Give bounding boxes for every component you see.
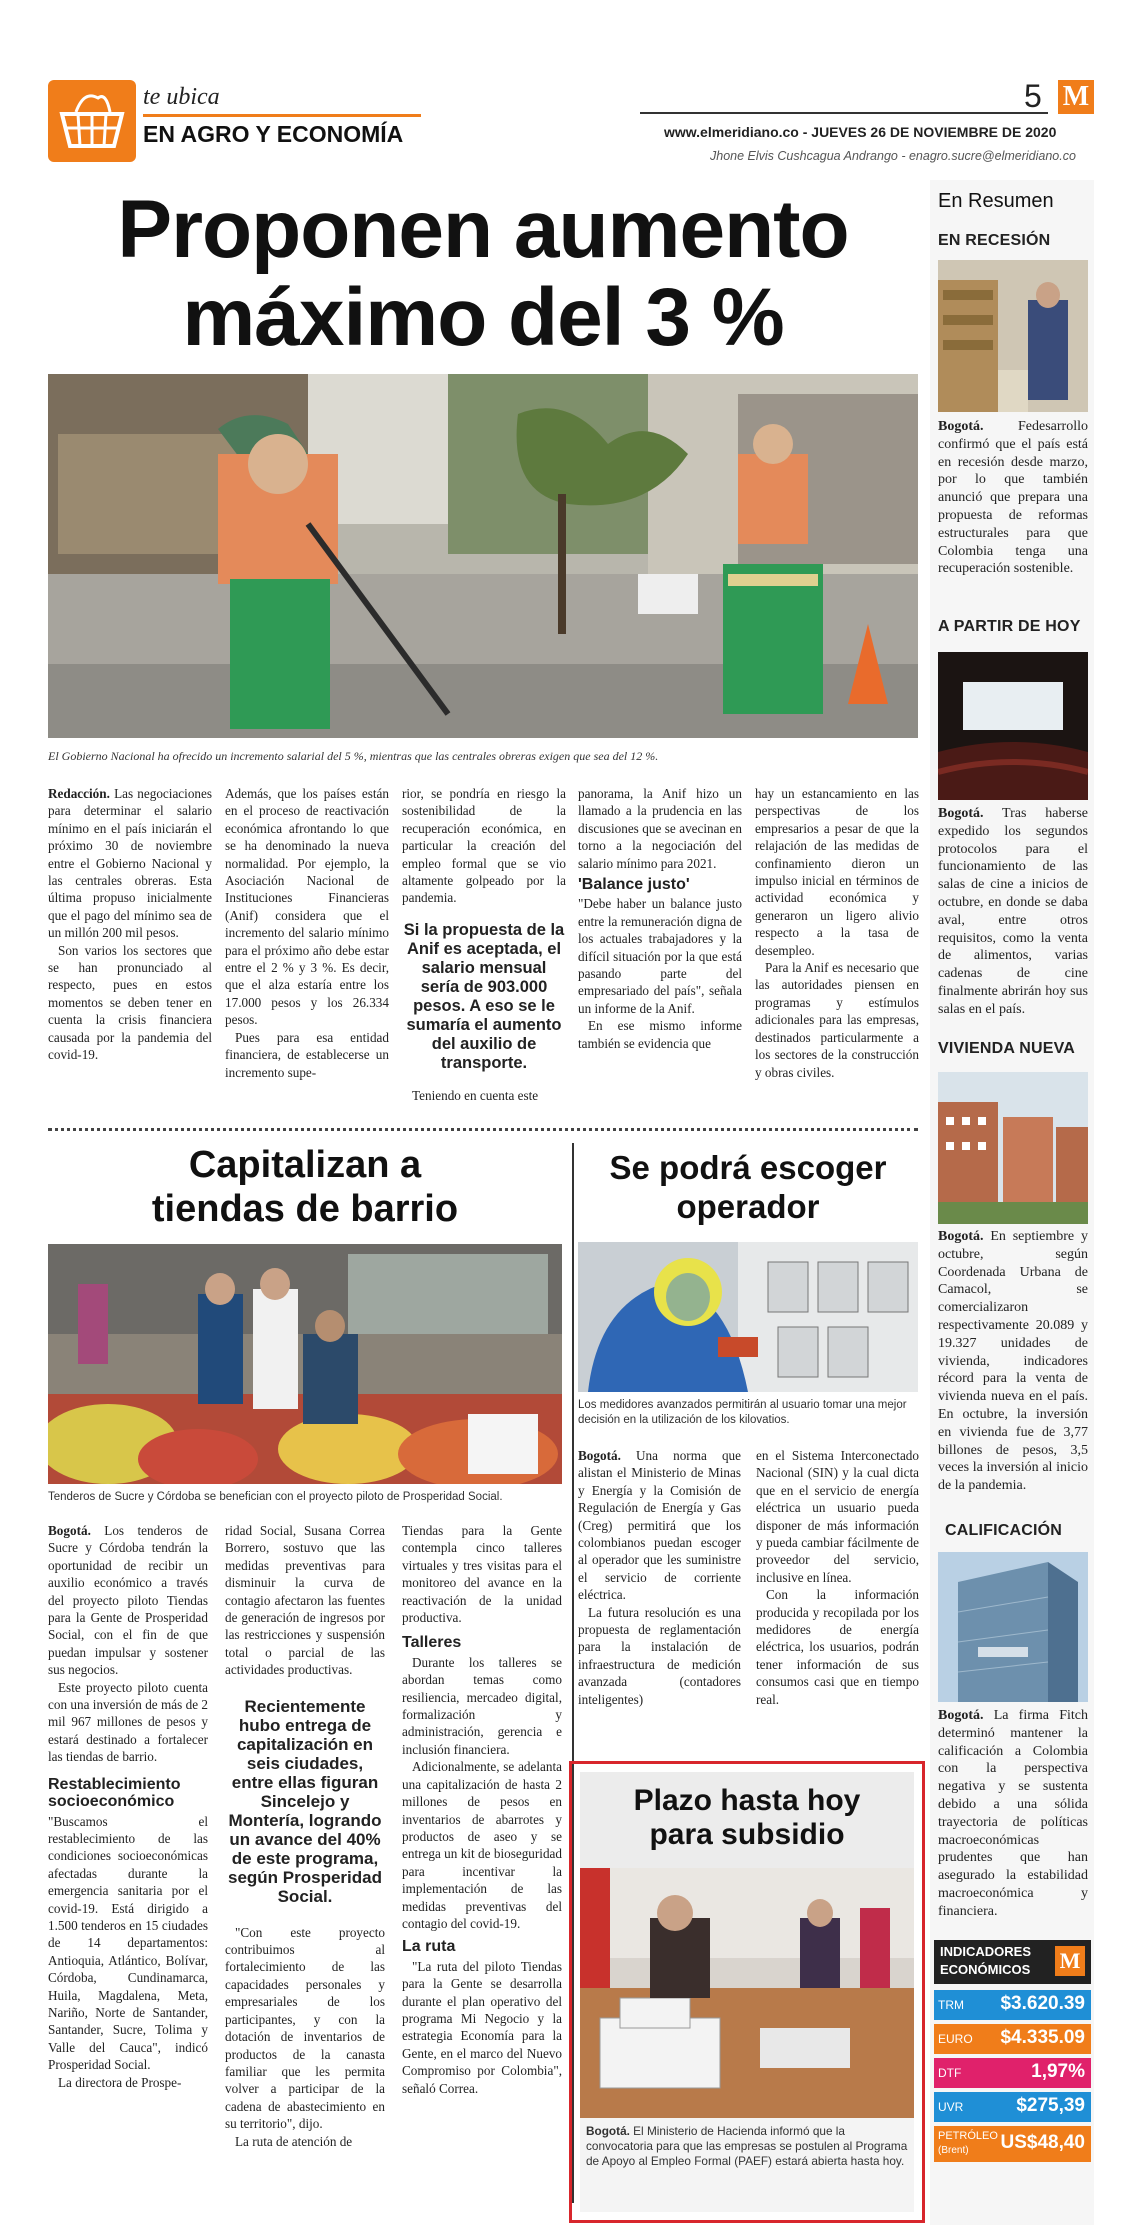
tiendas-subhead-2: Talleres xyxy=(402,1634,462,1652)
indicator-euro xyxy=(934,2024,1091,2054)
tiendas-col-3 xyxy=(402,1522,562,2097)
tiendas-col1-p4: La directora de Prospe- xyxy=(58,2074,182,2090)
resumen-lead-1: Bogotá. xyxy=(938,419,984,434)
indicator-petroleo xyxy=(934,2126,1091,2162)
main-pull-quote: Si la propuesta de la Anif es aceptada, el salario mensual sería de 903.000 pesos. A eso se le sumaría el aumento del auxilio de transporte. xyxy=(403,920,565,1072)
tiendas-col2-p3: La ruta de atención de xyxy=(235,2133,353,2149)
operador-col1-p1: Una norma que alistan el Ministerio de Minas y Energía y la Comisión de Regulación de Energía y Gas (Creg) permitirá que los colombianos puedan escoger al operador que les suministre el servicio de corriente eléctrica. xyxy=(578,1448,741,1603)
tiendas-col2-p1: ridad Social, Susana Correa Borrero, sostuvo que las medidas preventivas para disminuir la curva de contagio afectaron las fuentes de generación de ingresos por las restricciones y suspensión total o parcial de las actividades productivas. xyxy=(225,1523,385,1678)
indicadores-title-2: ECONÓMICOS xyxy=(940,1962,1031,1977)
plazo-headline xyxy=(580,1784,914,1852)
logo-m: M xyxy=(1058,80,1094,114)
dateline: www.elmeridiano.co - JUEVES 26 DE NOVIEMBRE DE 2020 xyxy=(664,124,1057,140)
main-photo xyxy=(48,374,918,738)
indicadores-title-1: INDICADORES xyxy=(940,1944,1032,1959)
operador-headline-line1: Se podrá escoger xyxy=(609,1149,887,1186)
plazo-box xyxy=(569,1761,925,2223)
tiendas-col1-p1: Los tenderos de Sucre y Córdoba tendrán la oportunidad de recibir un auxilio económico a través del proyecto piloto Tiendas para la Gente de Prosperidad Social, con el fin de que puedan impulsar y sostener sus negocios. xyxy=(48,1523,208,1678)
tiendas-col3-p3: Adicionalmente, se adelanta una capitalización de hasta 2 millones de pesos en inventarios de abarrotes y productos de aseo y se entrega un kit de bioseguridad para incentivar la implementación de las medidas preventivas del contagio del covid-19. xyxy=(402,1759,562,1931)
tiendas-col-2 xyxy=(225,1522,385,2150)
resumen-photo-2 xyxy=(938,652,1088,800)
main-col5-p1: hay un estancamiento en las perspectivas de los empresarios a pesar de que la relajación de las medidas de confinamiento dieron un impulso inicial en términos de actividad económica y generaron un ligero alivio respecto a la tasa de desempleo. xyxy=(755,786,919,958)
main-col4-p2: "Debe haber un balance justo entre la remuneración digna de los actuales trabajadores y la difícil situación por la que está pasando parte del empresariado del país", señala un informe de la Anif. xyxy=(578,896,742,1016)
tiendas-col-1 xyxy=(48,1522,208,2091)
main-col-3 xyxy=(402,785,566,1104)
plazo-inner xyxy=(580,1772,914,2212)
main-headline xyxy=(48,186,918,362)
resumen-lead-2: Bogotá. xyxy=(938,806,984,821)
resumen-title-2: A PARTIR DE HOY xyxy=(938,618,1081,635)
main-col-1 xyxy=(48,785,212,1064)
main-col4-p1: panorama, la Anif hizo un llamado a la prudencia en las discusiones que se avecinan en torno a la negociación del salario mínimo para 2021. xyxy=(578,786,742,871)
resumen-lead-3: Bogotá. xyxy=(938,1229,984,1244)
plazo-caption xyxy=(586,2124,908,2169)
tiendas-subhead-3: La ruta xyxy=(402,1938,456,1956)
main-caption: El Gobierno Nacional ha ofrecido un incremento salarial del 5 %, mientras que las centrales obreras exigen que sea del 12 %. xyxy=(48,749,659,763)
resumen-title: En Resumen xyxy=(938,190,1054,212)
tiendas-caption: Tenderos de Sucre y Córdoba se benefician con el proyecto piloto de Prosperidad Social. xyxy=(48,1491,503,1503)
header-rule xyxy=(640,112,1048,114)
resumen-text-3 xyxy=(938,1228,1088,1495)
basket-icon xyxy=(48,80,136,162)
indicator-label: TRM xyxy=(938,1998,964,2012)
tiendas-col2-p2: "Con este proyecto contribuimos al fortalecimiento de las capacidades personales y empresariales de los participantes, y con la dotación de inventarios de productos de la canasta familiar que les permita volver a participar de la cadena de abastecimiento en su territorio", dijo. xyxy=(225,1924,385,2132)
resumen-text-4 xyxy=(938,1707,1088,1921)
resumen-body-1: Fedesarrollo confirmó que el país está en recesión desde marzo, por lo que también anunció que prepara una propuesta de reformas estructurales para que Colombia tenga una recuperación sostenible. xyxy=(938,419,1088,577)
resumen-body-2: Tras haberse expedido los segundos protocolos para el funcionamiento de las salas de cine a inicios de octubre, en donde se daba aval, entre otros requisitos, como la venta de alimentos, varias cadenas de cine finalmente abrirán hoy sus salas en el país. xyxy=(938,806,1088,1017)
indicator-value: US$48,40 xyxy=(1000,2132,1085,2153)
main-col5-p2: Para la Anif es necesario que las autoridades piensen en programas y estímulos adicionales para las empresas, destinados particularmente a los sectores de la construcción y obras civiles. xyxy=(755,960,919,1080)
tiendas-col3-p4: "La ruta del piloto Tiendas para la Gente se desarrolla durante el plan operativo del programa Mi Negocio y la estrategia Economía para la Gente, en el marco del Nuevo Compromiso por Colombia", señaló Correa. xyxy=(402,1958,562,2096)
main-col-2 xyxy=(225,785,389,1081)
tiendas-col1-p2: Este proyecto piloto cuenta con una inversión de más de 2 mil 967 millones de pesos y estará destinado a fortalecer las tiendas de barrio. xyxy=(48,1679,208,1765)
resumen-title-1: EN RECESIÓN xyxy=(938,232,1051,249)
indicator-value: $4.335.09 xyxy=(1000,2027,1085,2048)
operador-caption: Los medidores avanzados permitirán al usuario tomar una mejor decisión en la utilización de los kilovatios. xyxy=(578,1399,907,1426)
main-col1-lead: Redacción. xyxy=(48,786,110,801)
indicator-label: PETRÓLEO xyxy=(938,2130,998,2142)
operador-col-2 xyxy=(756,1447,919,1708)
main-col4-p3: En ese mismo informe también se evidencia que xyxy=(578,1018,742,1051)
plazo-headline-line1: Plazo hasta hoy xyxy=(633,1784,861,1817)
plazo-headline-line2: para subsidio xyxy=(649,1818,845,1851)
main-subhead: 'Balance justo' xyxy=(578,876,690,894)
tiendas-headline-line2: tiendas de barrio xyxy=(151,1188,459,1230)
indicadores-logo: M xyxy=(1055,1946,1085,1976)
indicator-dtf xyxy=(934,2058,1091,2088)
tiendas-subhead-1: Restablecimiento socioeconómico xyxy=(48,1775,181,1811)
indicator-sublabel: (Brent) xyxy=(938,2145,969,2156)
main-col1-p1: Las negociaciones para determinar el salario mínimo en el país iniciarán el próximo 30 de noviembre entre el Gobierno Nacional y las centrales obreras. Esta última propuso inicialmente que el pago del mínimo sea de un millón 200 mil pesos. xyxy=(48,786,212,941)
resumen-title-3: VIVIENDA NUEVA xyxy=(938,1040,1076,1057)
plazo-caption-lead: Bogotá. xyxy=(586,2124,630,2138)
operador-headline xyxy=(578,1148,918,1226)
main-col2-p1: Además, que los países están en el proceso de reactivación económica afrontando lo que se ha denominado la nueva normalidad. Por ejemplo, la Asociación Nacional de Instituciones Financieras (Anif) considera que el incremento del salario mínimo para el próximo año debe estar entre el 2 % y 3 %. Es decir, que el alza estaría entre los 17.000 pesos y los 26.334 pesos. xyxy=(225,786,389,1028)
section-title: EN AGRO Y ECONOMÍA xyxy=(143,121,404,147)
tiendas-col3-p2: Durante los talleres se abordan temas como resiliencia, mercadeo digital, formalización y administración, gerencia e inclusión financiera. xyxy=(402,1654,562,1757)
resumen-body-4: La firma Fitch determinó mantener la calificación a Colombia con la perspectiva negativa y se sustenta debido a una sólida trayectoria de políticas macroeconómicas prudentes que han asegurado la estabilidad macroeconómica y financiera. xyxy=(938,1708,1088,1919)
main-col-4 xyxy=(578,785,742,1052)
section-rule xyxy=(143,114,421,117)
resumen-text-2 xyxy=(938,805,1088,1019)
resumen-lead-4: Bogotá. xyxy=(938,1708,984,1723)
operador-col1-lead: Bogotá. xyxy=(578,1448,621,1463)
indicator-label: UVR xyxy=(938,2100,964,2114)
main-col1-p2: Son varios los sectores que se han pronunciado al respecto, pues en estos momentos se deben tener en cuenta la crisis financiera causada por la pandemia del covid-19. xyxy=(48,942,212,1063)
operador-headline-line2: operador xyxy=(676,1188,820,1225)
operador-col-1 xyxy=(578,1447,741,1708)
section-divider xyxy=(48,1128,918,1131)
tiendas-col3-p1: Tiendas para la Gente contempla cinco talleres virtuales y tres visitas para el monitoreo del avance en la reactivación de la unidad productiva. xyxy=(402,1523,562,1626)
section-small: te ubica xyxy=(143,84,220,110)
resumen-photo-3 xyxy=(938,1072,1088,1224)
indicadores-box xyxy=(934,1940,1091,2205)
operador-col2-p1: en el Sistema Interconectado Nacional (SIN) y la cual dicta que en el servicio de energía eléctrica un usuario pueda disponer de más información y pueda cambiar fácilmente de proveedor del servicio, inclusive en línea. xyxy=(756,1448,919,1585)
indicator-label: EURO xyxy=(938,2032,973,2046)
operador-col1-p2: La futura resolución es una propuesta de reglamentación para la instalación de infraestructura de medición avanzada (contadores inteligentes) xyxy=(578,1604,741,1707)
main-col3-p1: rior, se pondría en riesgo la sostenibilidad de la recuperación económica, en particular la creación del empleo formal que se vio altamente golpeado por la pandemia. xyxy=(402,786,566,906)
indicator-label: DTF xyxy=(938,2066,962,2080)
byline: Jhone Elvis Cushcagua Andrango - enagro.sucre@elmeridiano.co xyxy=(710,149,1076,163)
indicator-uvr xyxy=(934,2092,1091,2122)
operador-photo xyxy=(578,1242,918,1392)
tiendas-headline xyxy=(48,1143,562,1231)
plazo-caption-text: El Ministerio de Hacienda informó que la convocatoria para que las empresas se postulen al Programa de Apoyo al Empleo Formal (PAEF) estará abierta hasta hoy. xyxy=(586,2124,908,2168)
main-col2-p2: Pues para esa entidad financiera, de establecerse un incremento supe- xyxy=(225,1029,389,1080)
indicadores-header xyxy=(934,1940,1091,1984)
indicator-trm xyxy=(934,1990,1091,2020)
tiendas-col1-p3: "Buscamos el restablecimiento de las condiciones socioeconómicas afectadas durante la emergencia sanitaria por el covid-19. Está dirigido a 1.500 tenderos en 15 ciudades de 14 departamentos: Antioquia, Atlántico, Bolívar, Córdoba, Cundinamarca, Huila, Magdalena, Meta, Nariño, Norte de Santander, Santander, Sucre, Tolima y Valle del Cauca", indicó Prosperidad Social. xyxy=(48,1813,208,2073)
indicator-value: 1,97% xyxy=(1031,2061,1085,2082)
operador-col2-p2: Con la información producida y recopilada por los medidores de energía eléctrica, los usuarios, podrán tener información de sus consumos casi que en tiempo real. xyxy=(756,1587,919,1707)
resumen-title-4: CALIFICACIÓN xyxy=(945,1522,1063,1539)
tiendas-headline-line1: Capitalizan a xyxy=(188,1144,422,1186)
main-col3-p2: Teniendo en cuenta este xyxy=(412,1087,539,1103)
plazo-photo xyxy=(580,1868,914,2118)
tiendas-pull-quote: Recientemente hubo entrega de capitalización en seis ciudades, entre ellas figuran Sincelejo y Montería, logrando un avance del 40% de este programa, según Prosperidad Social. xyxy=(228,1696,382,1906)
main-headline-line2: máximo del 3 % xyxy=(182,272,784,363)
resumen-text-1 xyxy=(938,418,1088,578)
resumen-body-3: En septiembre y octubre, según Coordenada Urbana de Camacol, se comercializaron respectivamente 20.089 y 19.327 unidades de vivienda, indicadores récord para la venta de vivienda nueva en el país. En octubre, la inversión en vivienda fue de 3,77 billones de pesos, 3,5 veces la inversión al inicio de la pandemia. xyxy=(938,1229,1088,1494)
plazo-caption-box xyxy=(580,2118,914,2212)
indicator-value: $3.620.39 xyxy=(1000,1993,1085,2014)
resumen-photo-1 xyxy=(938,260,1088,412)
tiendas-col1-lead: Bogotá. xyxy=(48,1523,91,1538)
main-col-5 xyxy=(755,785,919,1081)
tiendas-photo xyxy=(48,1244,562,1484)
section-logo xyxy=(48,80,136,162)
page-number: 5 xyxy=(1024,78,1042,114)
resumen-photo-4 xyxy=(938,1552,1088,1702)
indicator-value: $275,39 xyxy=(1016,2095,1085,2116)
main-headline-line1: Proponen aumento xyxy=(117,184,849,275)
